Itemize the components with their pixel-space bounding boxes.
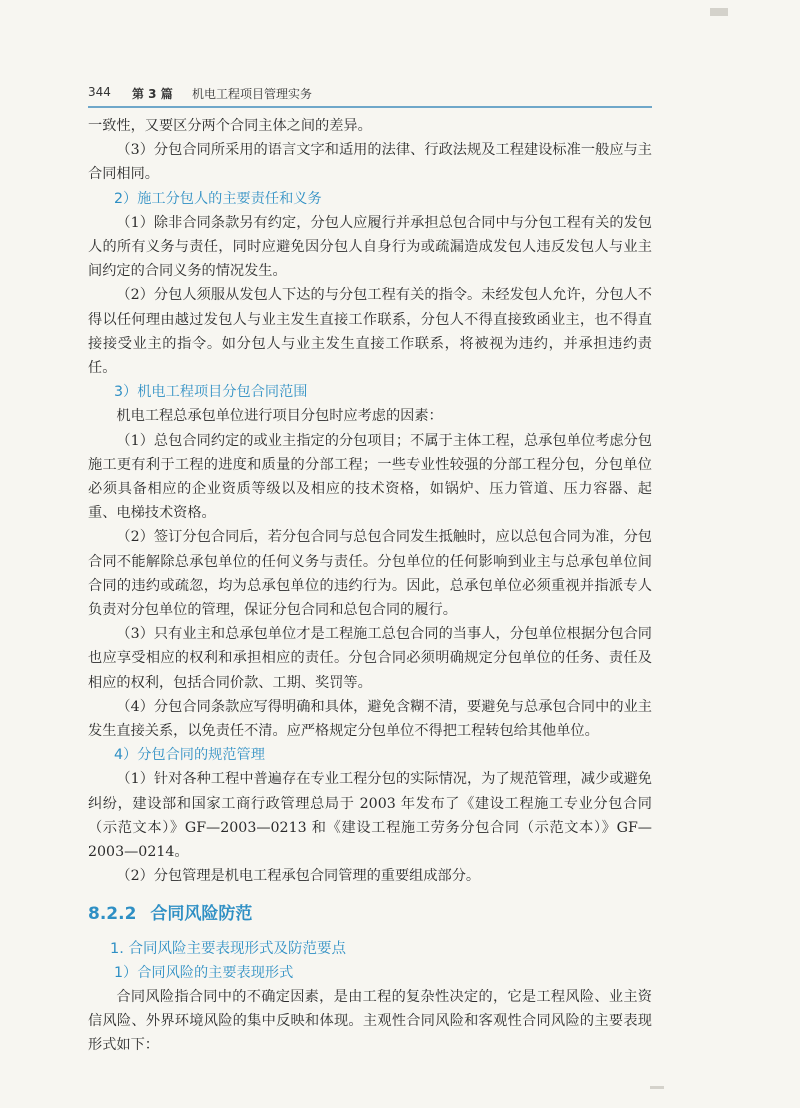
section-title: 合同风险防范	[150, 903, 253, 924]
paragraph: 合同风险指合同中的不确定因素，是由工程的复杂性决定的，它是工程风险、业主资信风险、外界环境风险的集中反映和体现。主观性合同风险和客观性合同风险的主要表现形式如下：	[88, 988, 652, 1054]
paragraph: 机电工程总承包单位进行项目分包时应考虑的因素：	[116, 408, 443, 425]
header-title: 机电工程项目管理实务	[192, 87, 313, 101]
paragraph: （1）总包合同约定的或业主指定的分包项目；不属于主体工程，总承包单位考虑分包施工更有利于工程的进度和质量的分部工程；一些专业性较强的分部工程分包，分包单位必须具备相应的企业资质等级以及相应的技术资格，如锅炉、压力管道、压力容器、起重、电梯技术资格。	[88, 432, 652, 522]
section-heading	[88, 903, 652, 925]
subheading-4: 4）分包合同的规范管理	[114, 747, 265, 764]
page-body	[88, 114, 652, 1057]
paragraph: 一致性，又要区分两个合同主体之间的差异。	[88, 118, 372, 134]
paragraph: （3）分包合同所采用的语言文字和适用的法律、行政法规及工程建设标准一般应与主合同相同。	[88, 142, 652, 183]
paragraph: （1）针对各种工程中普遍存在专业工程分包的实际情况，为了规范管理，减少或避免纠纷，建设部和国家工商行政管理总局于 2003 年发布了《建设工程施工专业分包合同（示范文本）》GF—2003—0213 和《建设工程施工劳务分包合同（示范文本）》GF—2003—0214。	[88, 771, 652, 861]
paragraph: （2）签订分包合同后，若分包合同与总包合同发生抵触时，应以总包合同为准，分包合同不能解除总承包单位的任何义务与责任。分包单位的任何影响到业主与总承包单位间合同的违约或疏忽，均为总承包单位的违约行为。因此，总承包单位必须重视并指派专人负责对分包单位的管理，保证分包合同和总包合同的履行。	[88, 529, 652, 619]
part-label: 第 3 篇	[132, 87, 173, 101]
paragraph: （2）分包人须服从发包人下达的与分包工程有关的指令。未经发包人允许，分包人不得以任何理由越过发包人与业主发生直接工作联系，分包人不得直接致函业主，也不得直接接受业主的指令。如分包人与业主发生直接工作联系，将被视为违约，并承担违约责任。	[88, 287, 652, 377]
page-number: 344	[88, 85, 111, 99]
scan-edge-mark	[710, 8, 728, 16]
paragraph: （2）分包管理是机电工程承包合同管理的重要组成部分。	[116, 868, 481, 885]
paragraph: （1）除非合同条款另有约定，分包人应履行并承担总包合同中与分包工程有关的发包人的所有义务与责任，同时应避免因分包人自身行为或疏漏造成发包人违反发包人与业主间约定的合同义务的情况发生。	[88, 214, 652, 280]
subheading-3: 3）机电工程项目分包合同范围	[114, 384, 308, 401]
running-header	[88, 80, 652, 108]
section-number: 8.2.2	[88, 903, 137, 924]
subheading-2: 2）施工分包人的主要责任和义务	[114, 190, 322, 207]
subheading-1: 1）合同风险的主要表现形式	[114, 964, 294, 981]
scan-corner-mark	[650, 1086, 664, 1089]
paragraph: （3）只有业主和总承包单位才是工程施工总包合同的当事人，分包单位根据分包合同也应享受相应的权利和承担相应的责任。分包合同必须明确规定分包单位的任务、责任及相应的权利，包括合同价款、工期、奖罚等。	[88, 626, 652, 691]
heading-level-1: 1. 合同风险主要表现形式及防范要点	[110, 940, 346, 957]
paragraph: （4）分包合同条款应写得明确和具体，避免含糊不清，要避免与总承包合同中的业主发生直接关系，以免责任不清。应严格规定分包单位不得把工程转包给其他单位。	[88, 698, 652, 740]
